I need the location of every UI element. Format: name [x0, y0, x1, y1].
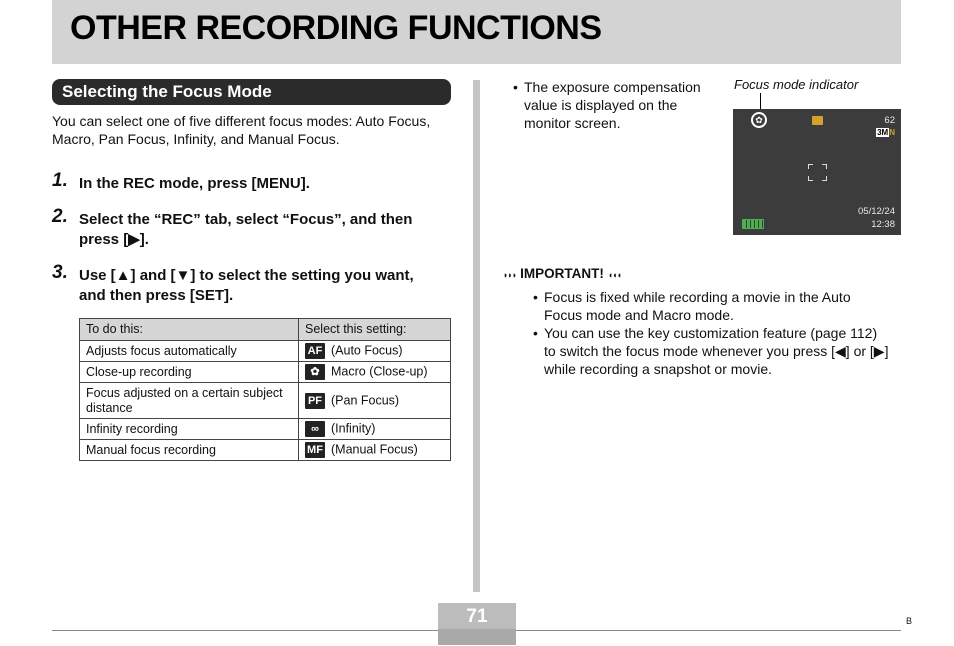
- step-text: Use [▲] and [▼] to select the setting you want, and then press [SET].: [79, 267, 414, 304]
- setting-label: (Infinity): [331, 421, 376, 436]
- remaining-shots: 62: [884, 115, 895, 126]
- monitor-time: 12:38: [871, 219, 895, 230]
- camera-monitor-screen: [733, 109, 901, 235]
- auto-focus-icon: AF: [305, 343, 325, 359]
- step-text: In the REC mode, press [MENU].: [79, 175, 310, 192]
- manual-focus-icon: MF: [305, 442, 325, 458]
- section-title: Selecting the Focus Mode: [62, 82, 272, 101]
- battery-icon: [742, 219, 764, 229]
- step-number: 3.: [52, 262, 68, 283]
- important-right-marks-icon: ◖◖◖: [607, 270, 621, 280]
- image-size-badge: 3M: [877, 128, 889, 137]
- table-cell-setting: [299, 383, 451, 419]
- focus-indicator-label: Focus mode indicator: [734, 77, 859, 92]
- intro-paragraph: You can select one of five different focus modes: Auto Focus, Macro, Pan Focus, Infinity, and Manual Focus.: [52, 113, 431, 147]
- important-item-text: You can use the key customization feature (page 112) to switch the focus mode whenever you press [◀] or [▶] while recording a snapshot or movie.: [544, 325, 889, 377]
- table-cell-setting: [299, 341, 451, 362]
- table-cell-action: Focus adjusted on a certain subject distance: [80, 383, 299, 419]
- section-heading-bar: [52, 79, 451, 105]
- table-cell-action: Close-up recording: [80, 362, 299, 383]
- step-number: 2.: [52, 206, 68, 227]
- infinity-icon: ∞: [305, 421, 325, 437]
- table-cell-setting: [299, 440, 451, 461]
- focus-frame-corner: [822, 164, 827, 169]
- setting-label: Macro (Close-up): [331, 364, 428, 379]
- macro-icon: ✿: [751, 112, 767, 128]
- focus-frame-corner: [808, 164, 813, 169]
- table-cell-action: Manual focus recording: [80, 440, 299, 461]
- image-size-quality: [876, 128, 895, 137]
- important-label: IMPORTANT!: [520, 266, 604, 281]
- table-header-cell: Select this setting:: [299, 319, 451, 341]
- pan-focus-icon: PF: [305, 393, 325, 409]
- table-cell-setting: [299, 419, 451, 440]
- camera-mode-icon: [812, 116, 823, 125]
- setting-label: (Auto Focus): [331, 343, 403, 358]
- corner-letter: B: [906, 616, 913, 626]
- table-row: [80, 341, 451, 362]
- important-left-marks-icon: ◗◗◗: [503, 270, 517, 280]
- table-row: [80, 440, 451, 461]
- setting-label: (Manual Focus): [331, 442, 418, 457]
- bullet-dot: •: [533, 325, 538, 341]
- page-number-box: [438, 603, 516, 645]
- macro-icon: ✿: [305, 364, 325, 380]
- table-row: [80, 362, 451, 383]
- bullet-dot: •: [533, 289, 538, 305]
- quality-badge: N: [889, 128, 895, 137]
- exposure-note-text: The exposure compensation value is displayed on the monitor screen.: [524, 79, 701, 131]
- table-row: [80, 419, 451, 440]
- bullet-dot: •: [513, 79, 518, 95]
- page-number: 71: [466, 606, 488, 627]
- table-cell-setting: [299, 362, 451, 383]
- table-header-cell: To do this:: [80, 319, 299, 341]
- column-divider: [473, 80, 480, 592]
- step-number: 1.: [52, 170, 68, 191]
- table-cell-action: Adjusts focus automatically: [80, 341, 299, 362]
- table-cell-action: Infinity recording: [80, 419, 299, 440]
- monitor-date: 05/12/24: [858, 206, 895, 217]
- setting-label: (Pan Focus): [331, 392, 400, 407]
- table-row: [80, 383, 451, 419]
- focus-frame-corner: [822, 176, 827, 181]
- table-header-row: [80, 319, 451, 341]
- focus-frame-corner: [808, 176, 813, 181]
- focus-mode-table: [79, 318, 451, 461]
- important-item-text: Focus is fixed while recording a movie in the Auto Focus mode and Macro mode.: [544, 289, 851, 323]
- page-title: OTHER RECORDING FUNCTIONS: [70, 9, 602, 47]
- important-heading: [503, 266, 621, 281]
- step-text: Select the “REC” tab, select “Focus”, and then press [▶].: [79, 211, 413, 248]
